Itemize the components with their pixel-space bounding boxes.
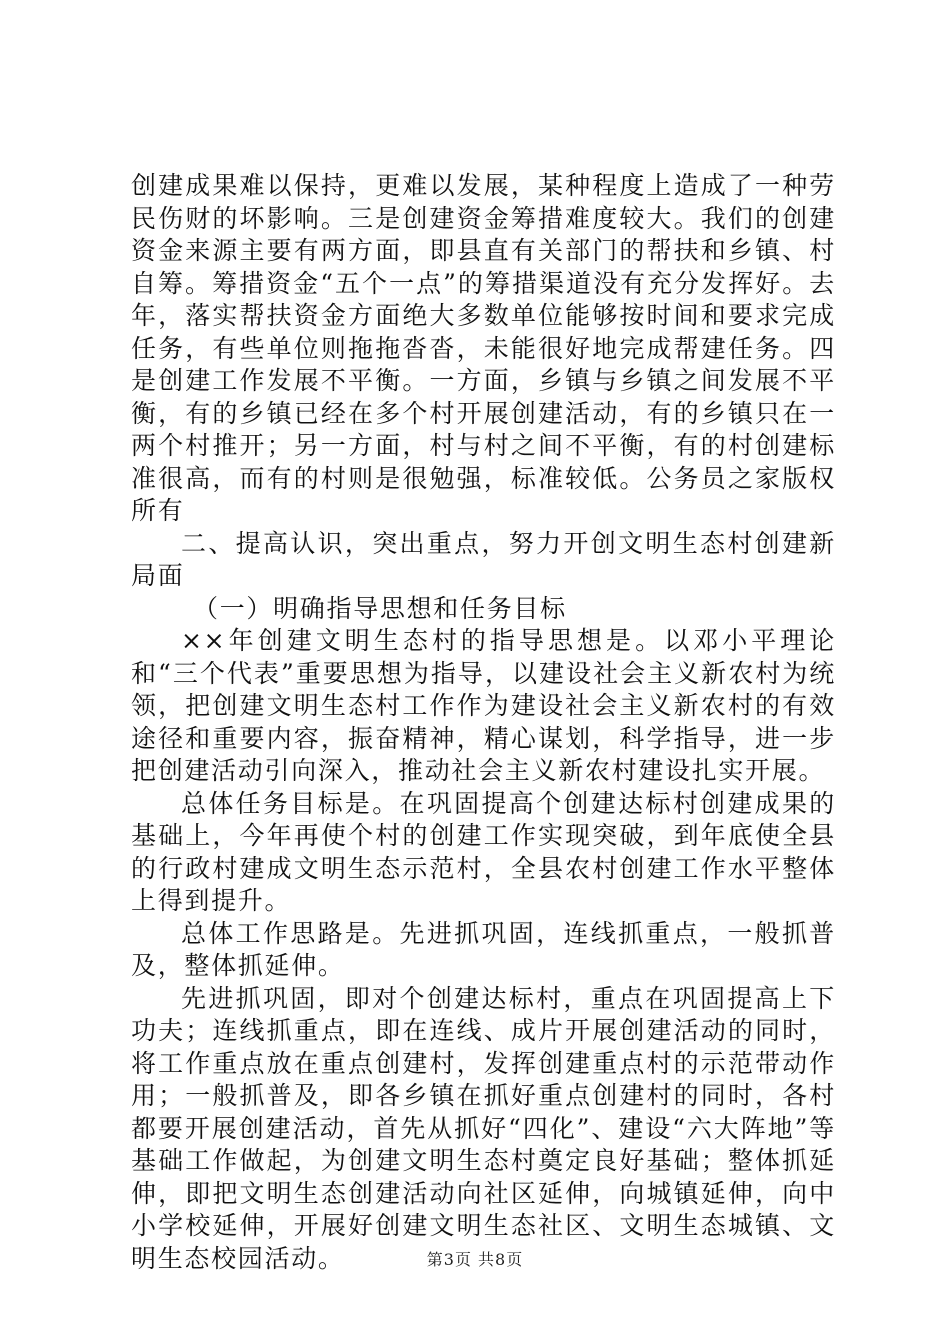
paragraph-approach-details: 先进抓巩固，即对个创建达标村，重点在巩固提高上下功夫；连线抓重点，即在连线、成片开展创建活动的同时，将工作重点放在重点创建村，发挥创建重点村的示范带动作用；一般抓普及，即各乡镇在抓好重点创建村的同时，各村都要开展创建活动，首先从抓好“四化”、建设“六大阵地”等基础工作做起，为创建文明生态村奠定良好基础；整体抓延伸，即把文明生态创建活动向社区延伸，向城镇延伸，向中小学校延伸，开展好创建文明生态社区、文明生态城镇、文明生态校园活动。 — [131, 983, 836, 1273]
paragraph-task-goals: 总体任务目标是。在巩固提高个创建达标村创建成果的基础上，今年再使个村的创建工作实现突破，到年底使全县的行政村建成文明生态示范村，全县农村创建工作水平整体上得到提升。 — [131, 788, 836, 915]
page-number-footer: 第3页 共8页 — [426, 1250, 524, 1269]
document-body — [131, 170, 836, 1275]
paragraph-problems-continued: 创建成果难以保持，更难以发展，某种程度上造成了一种劳民伤财的坏影响。三是创建资金筹措难度较大。我们的创建资金来源主要有两方面，即县直有关部门的帮扶和乡镇、村自筹。筹措资金“五个一点”的筹措渠道没有充分发挥好。去年，落实帮扶资金方面绝大多数单位能够按时间和要求完成任务，有些单位则拖拖沓沓，未能很好地完成帮建任务。四是创建工作发展不平衡。一方面，乡镇与乡镇之间发展不平衡，有的乡镇已经在多个村开展创建活动，有的乡镇只在一两个村推开；另一方面，村与村之间不平衡，有的村创建标准很高，而有的村则是很勉强，标准较低。公务员之家版权所有 — [131, 171, 836, 525]
subsection-heading-one: （一）明确指导思想和任务目标 — [193, 593, 567, 623]
paragraph-guiding-ideology: ××年创建文明生态村的指导思想是。以邓小平理论和“三个代表”重要思想为指导，以建设社会主义新农村为统领，把创建文明生态村工作作为建设社会主义新农村的有效途径和重要内容，振奋精神，精心谋划，科学指导，进一步把创建活动引向深入，推动社会主义新农村建设扎实开展。 — [131, 626, 836, 785]
section-heading-two: 二、提高认识，突出重点，努力开创文明生态村创建新局面 — [131, 528, 836, 590]
paragraph-work-approach: 总体工作思路是。先进抓巩固，连线抓重点，一般抓普及，整体抓延伸。 — [131, 918, 836, 980]
